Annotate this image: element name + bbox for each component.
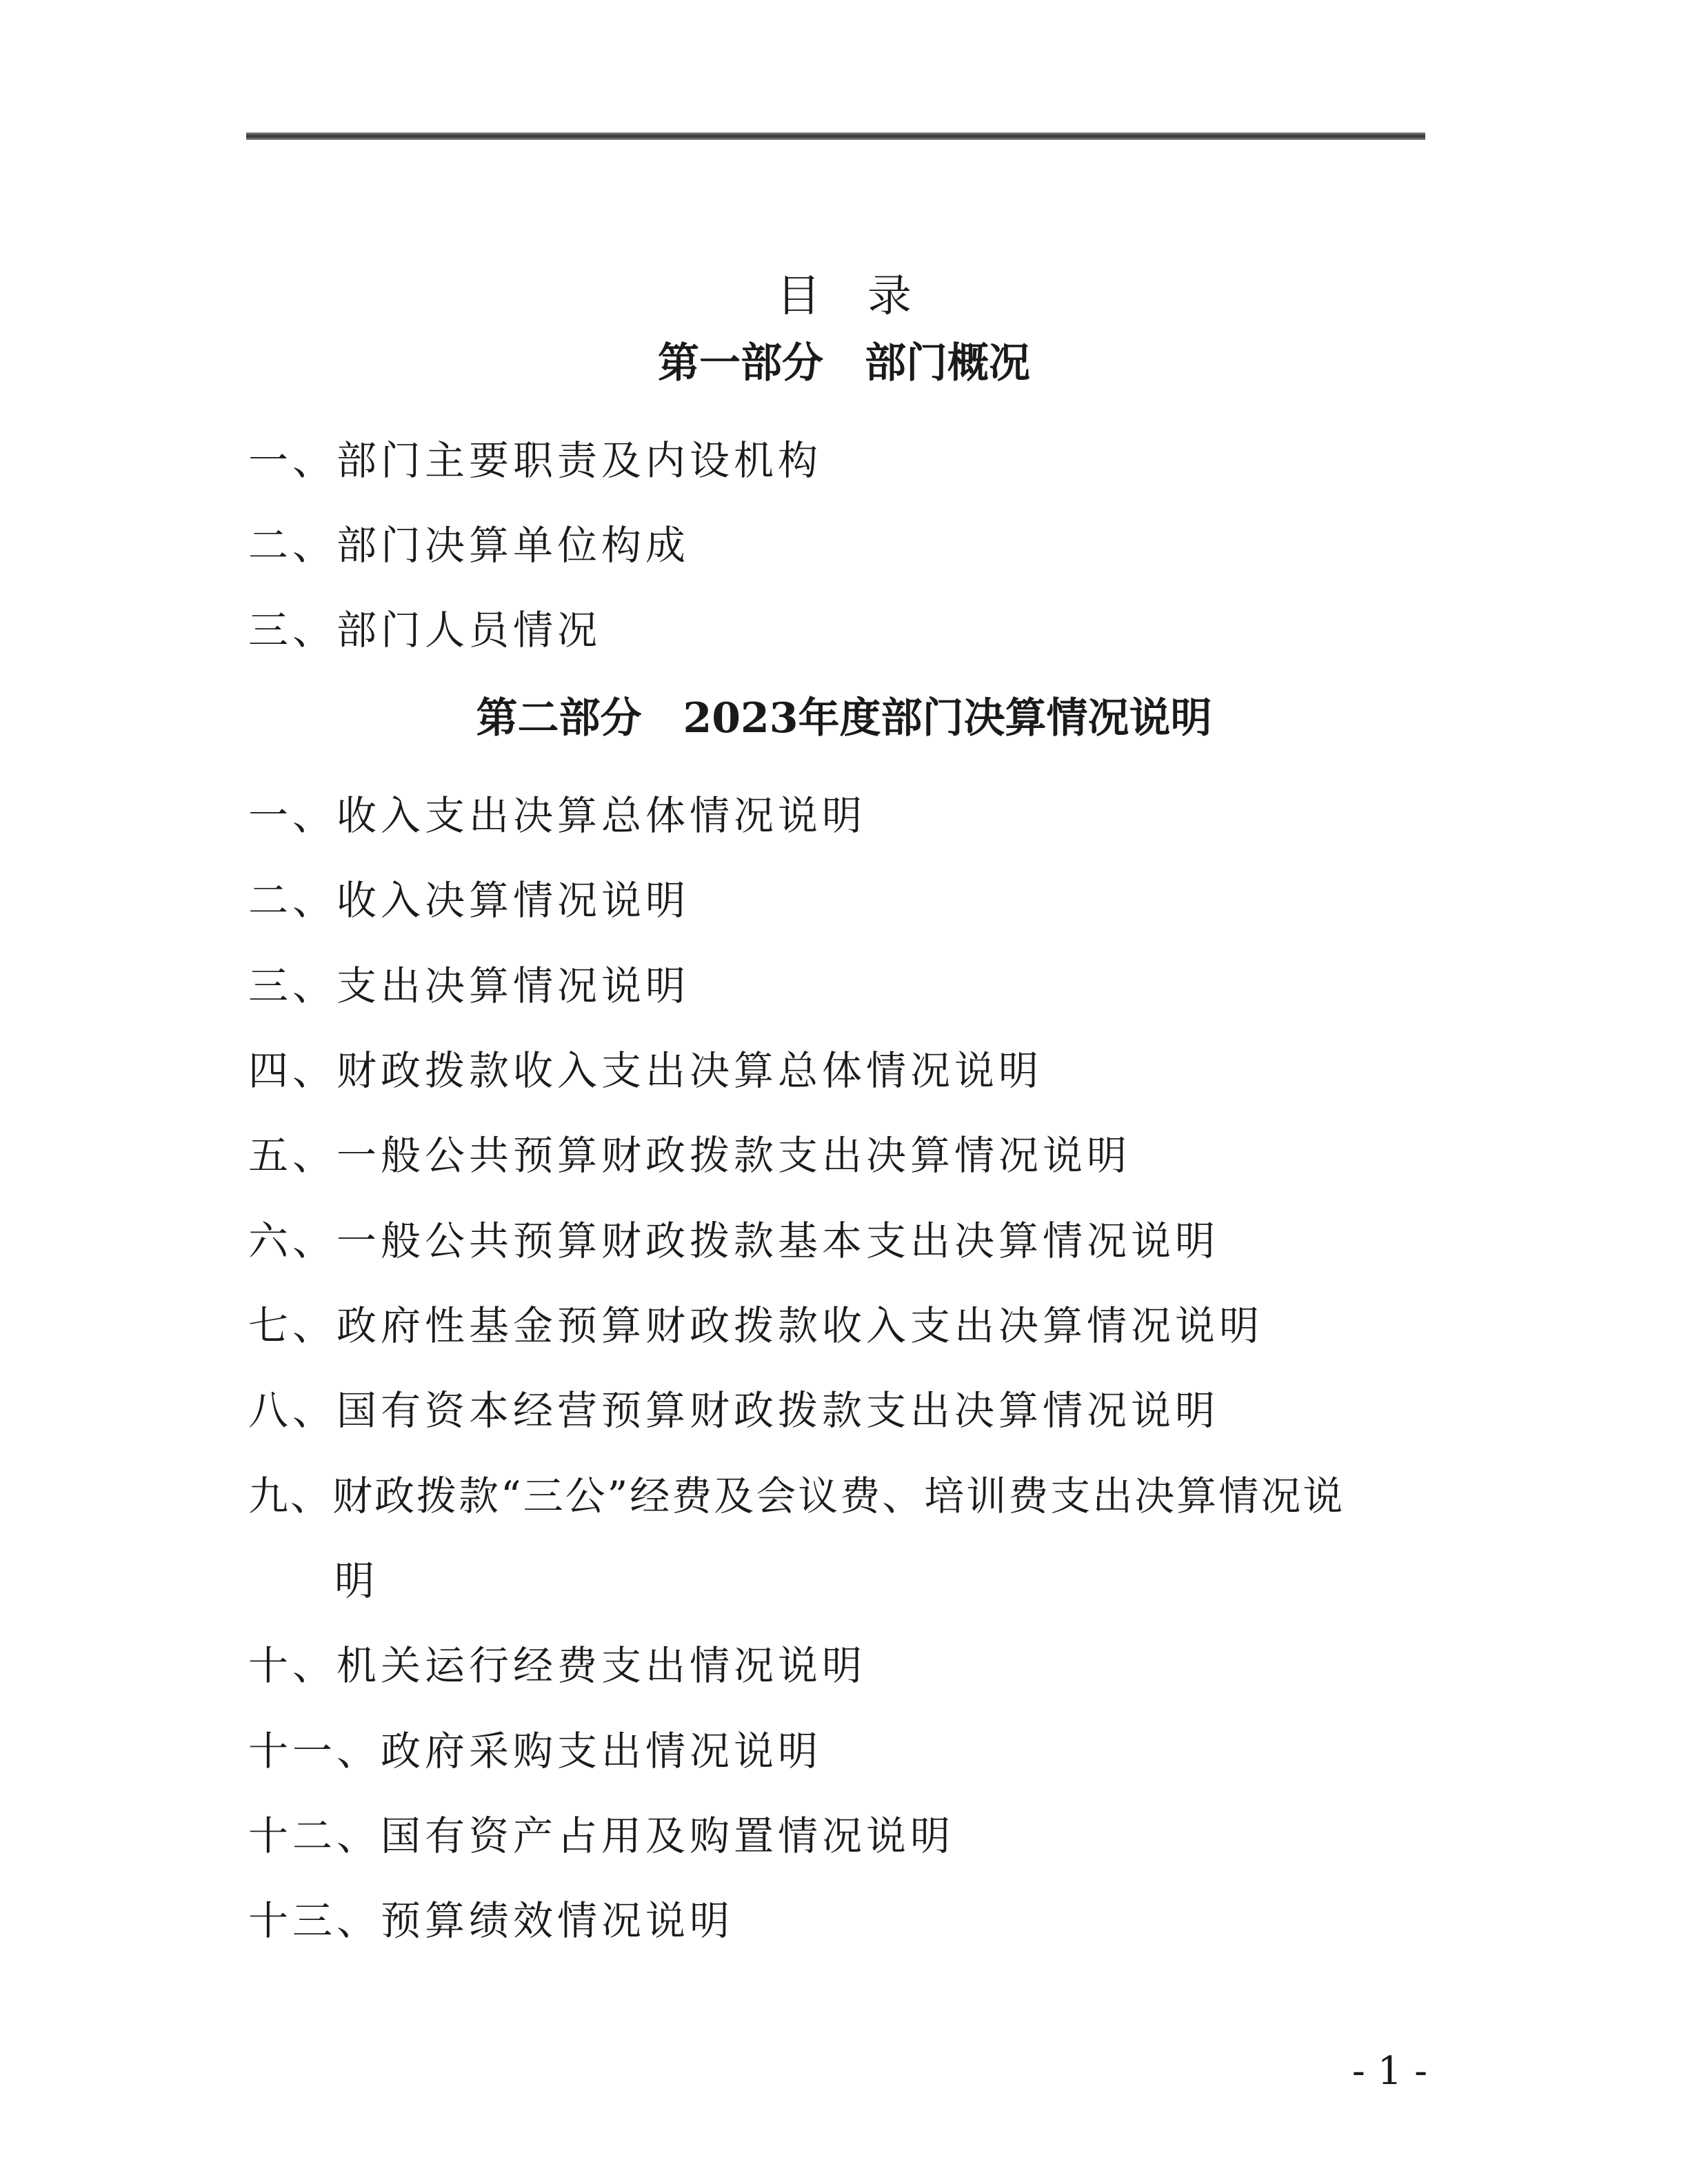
toc-item[interactable]: 六、一般公共预算财政拨款基本支出决算情况说明 <box>248 1217 1220 1264</box>
toc-item[interactable]: 九、财政拨款“三公”经费及会议费、培训费支出决算情况说 <box>248 1473 1345 1519</box>
toc-item[interactable]: 七、政府性基金预算财政拨款收入支出决算情况说明 <box>248 1302 1264 1349</box>
toc-item[interactable]: 四、财政拨款收入支出决算总体情况说明 <box>248 1047 1043 1094</box>
toc-item[interactable]: 三、部门人员情况 <box>248 607 602 654</box>
toc-title: 目录 <box>776 271 958 322</box>
toc-item[interactable]: 五、一般公共预算财政拨款支出决算情况说明 <box>248 1132 1132 1179</box>
toc-item[interactable]: 十二、国有资产占用及购置情况说明 <box>248 1812 955 1859</box>
toc-item[interactable]: 三、支出决算情况说明 <box>248 962 690 1009</box>
toc-item[interactable]: 二、收入决算情况说明 <box>248 877 690 924</box>
toc-item-continuation[interactable]: 明 <box>334 1557 379 1604</box>
toc-item[interactable]: 二、部门决算单位构成 <box>248 522 690 569</box>
toc-item[interactable]: 八、国有资本经营预算财政拨款支出决算情况说明 <box>248 1387 1220 1434</box>
toc-item[interactable]: 十三、预算绩效情况说明 <box>248 1897 734 1944</box>
toc-item[interactable]: 一、收入支出决算总体情况说明 <box>248 792 867 839</box>
part-two-heading: 第二部分 2023年度部门决算情况说明 <box>476 694 1212 742</box>
part-one-heading: 第一部分 部门概况 <box>658 339 1030 387</box>
toc-item[interactable]: 一、部门主要职责及内设机构 <box>248 437 823 484</box>
toc-item[interactable]: 十一、政府采购支出情况说明 <box>248 1728 823 1775</box>
header-rule <box>246 132 1425 140</box>
page-number: - 1 - <box>1352 2049 1427 2094</box>
toc-item[interactable]: 十、机关运行经费支出情况说明 <box>248 1642 867 1689</box>
